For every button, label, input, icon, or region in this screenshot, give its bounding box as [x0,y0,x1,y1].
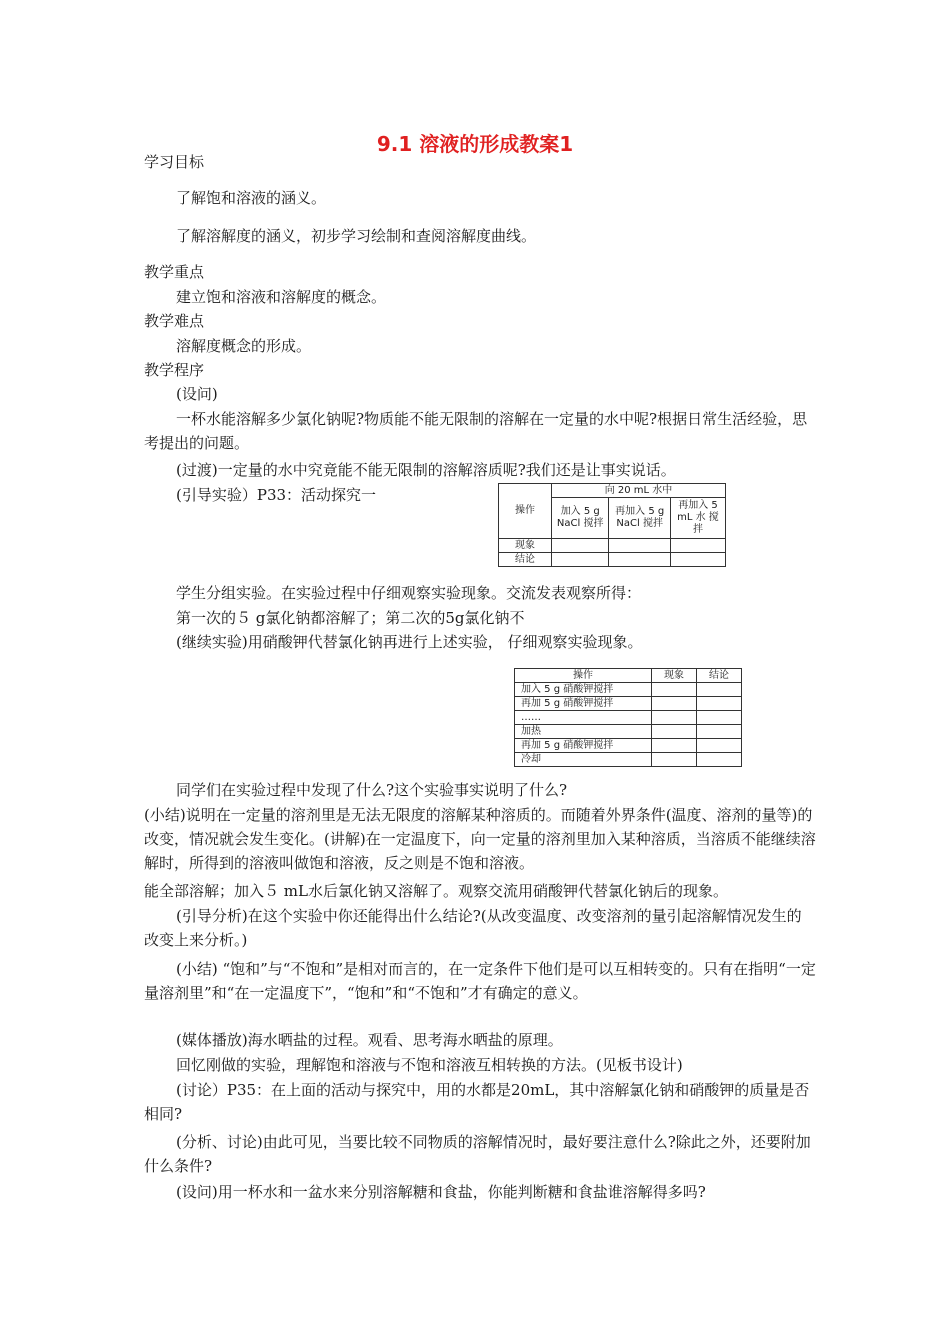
section-heading-difficulties: 教学难点 [144,312,205,330]
procedure-line: (媒体播放)海水晒盐的过程。观看、思考海水晒盐的原理。 [176,1031,563,1049]
table-cell [697,711,742,725]
table-cell [670,553,725,567]
procedure-paragraph: 一杯水能溶解多少氯化钠呢?物质能不能无限制的溶解在一定量的水中呢?根据日常生活经验，思考提出的问题。 [144,410,808,452]
page-title: 9.1 溶液的形成教案1 [376,132,574,156]
table-row [515,697,742,711]
table-cell [697,697,742,711]
procedure-paragraph: (小结)说明在一定量的溶剂里是无法无限度的溶解某种溶质的。而随着外界条件(温度、溶剂的量等)的改变，情况就会发生变化。(讲解)在一定温度下，向一定量的溶剂里加入某种溶质，当溶质不能继续溶解时，所得到的溶液叫做饱和溶液，反之则是不饱和溶液。 [144,806,816,872]
table-cell [652,725,697,739]
procedure-line: (引导实验）P33：活动探究一 [176,486,377,504]
difficulty-text: 溶解度概念的形成。 [176,337,312,355]
procedure-line: 回忆刚做的实验，理解饱和溶液与不饱和溶液互相转换的方法。(见板书设计) [176,1056,683,1074]
table-cell: 结论 [499,553,552,567]
procedure-line: 第一次的５ g氯化钠都溶解了；第二次的5g氯化钠不 [176,609,525,627]
procedure-line: 同学们在实验过程中发现了什么?这个实验事实说明了什么? [176,781,568,799]
table-cell [652,683,697,697]
key-point-text: 建立饱和溶液和溶解度的概念。 [176,288,387,306]
section-heading-objectives: 学习目标 [144,153,205,171]
section-heading-key-points: 教学重点 [144,263,205,281]
table-cell: 再加 5 g 硝酸钾搅拌 [515,697,652,711]
table-cell [697,739,742,753]
procedure-line: (过渡)一定量的水中究竟能不能无限制的溶解溶质呢?我们还是让事实说话。 [176,461,676,479]
procedure-line: 学生分组实验。在实验过程中仔细观察实验现象。交流发表观察所得： [176,584,642,602]
objective-1: 了解饱和溶液的涵义。 [176,189,327,207]
experiment-table-kno3 [514,668,742,767]
table-cell [697,753,742,767]
table-cell: 冷却 [515,753,652,767]
procedure-line: 能全部溶解；加入５ mL水后氯化钠又溶解了。观察交流用硝酸钾代替氯化钠后的现象。 [144,882,728,900]
table-cell: 结论 [697,669,742,683]
table-cell: 再加入 5 mL 水 搅拌 [670,498,725,539]
table-cell [609,553,671,567]
procedure-paragraph: (小结) “饱和”与“不饱和”是相对而言的，在一定条件下他们是可以互相转变的。只有在指明“一定量溶剂里”和“在一定温度下”，“饱和”和“不饱和”才有确定的意义。 [144,960,816,1002]
procedure-line: (设问) [176,385,218,403]
table-cell [552,553,609,567]
table-cell: 操作 [515,669,652,683]
table-cell: 再加入 5 g NaCl 搅拌 [609,498,671,539]
table-cell [652,697,697,711]
table-cell [609,539,671,553]
table-cell [652,711,697,725]
table-cell [697,725,742,739]
table-cell: 操作 [499,484,552,539]
table-cell: 加入 5 g 硝酸钾搅拌 [515,683,652,697]
table-cell: 再加 5 g 硝酸钾搅拌 [515,739,652,753]
table-cell: 向 20 mL 水中 [552,484,726,498]
table-cell: …… [515,711,652,725]
table-row [515,753,742,767]
procedure-paragraph: (分析、讨论)由此可见，当要比较不同物质的溶解情况时，最好要注意什么?除此之外，还要附加什么条件? [144,1133,811,1175]
table-cell: 加热 [515,725,652,739]
table-cell: 加入 5 g NaCl 搅拌 [552,498,609,539]
table-cell: 现象 [652,669,697,683]
procedure-paragraph: (讨论）P35：在上面的活动与探究中，用的水都是20mL，其中溶解氯化钠和硝酸钾的质量是否相同? [144,1081,810,1123]
table-row [515,683,742,697]
procedure-line: (设问)用一杯水和一盆水来分别溶解糖和食盐，你能判断糖和食盐谁溶解得多吗? [176,1183,706,1201]
section-heading-procedure: 教学程序 [144,361,205,379]
experiment-table-nacl [498,483,726,567]
table-cell [670,539,725,553]
table-cell [652,739,697,753]
procedure-paragraph: (引导分析)在这个实验中你还能得出什么结论?(从改变温度、改变溶剂的量引起溶解情况发生的改变上来分析。) [144,907,802,949]
table-cell: 现象 [499,539,552,553]
table-row [515,725,742,739]
table-cell [652,753,697,767]
table-row [515,711,742,725]
procedure-line: (继续实验)用硝酸钾代替氯化钠再进行上述实验， 仔细观察实验现象。 [176,633,643,651]
table-cell [552,539,609,553]
objective-2: 了解溶解度的涵义，初步学习绘制和查阅溶解度曲线。 [176,227,537,245]
table-cell [697,683,742,697]
table-row [515,739,742,753]
